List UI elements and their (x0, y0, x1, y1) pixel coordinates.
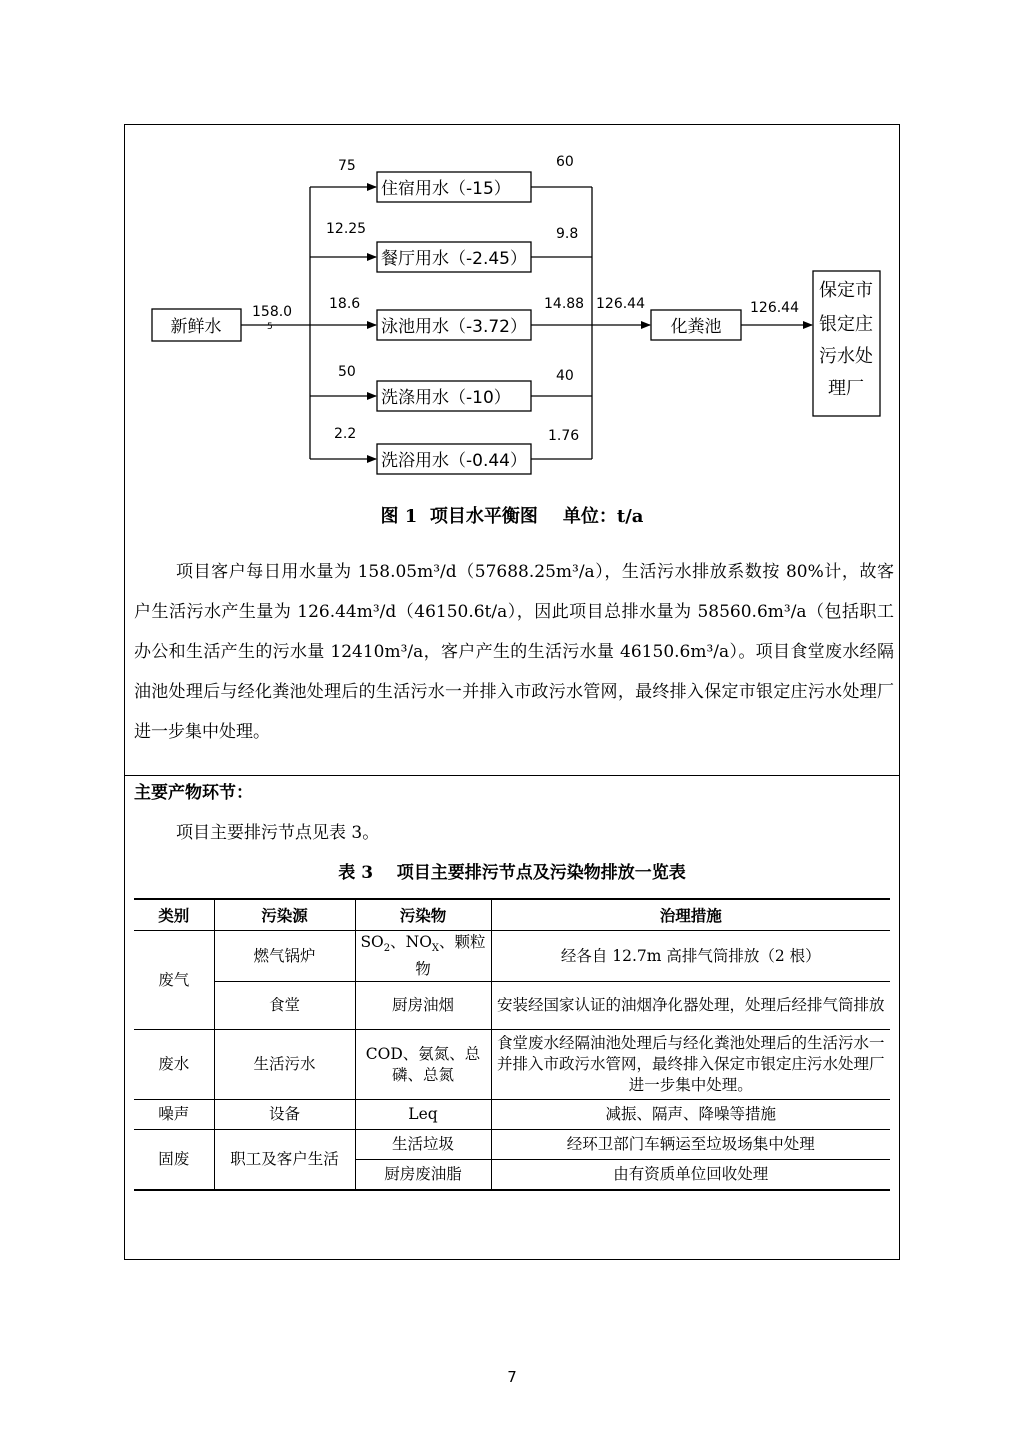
cell-source: 设备 (214, 1100, 355, 1130)
outflow-value-4: 40 (556, 368, 574, 384)
cell-measure: 经环卫部门车辆运至垃圾场集中处理 (491, 1130, 890, 1160)
table-row (134, 1100, 890, 1130)
outflow-value-2: 9.8 (556, 226, 579, 242)
table-row (134, 931, 890, 982)
section-title: 主要产物环节： (134, 783, 253, 803)
septic-out-label: 126.44 (750, 300, 799, 316)
cell-measure: 安装经国家认证的油烟净化器处理，处理后经排气筒排放 (491, 982, 890, 1030)
merge-flow-label: 126.44 (596, 296, 645, 312)
page-number: 7 (507, 1368, 517, 1386)
table-row (134, 982, 890, 1030)
plant-line-1: 保定市 (819, 280, 873, 301)
cell-category: 废气 (134, 931, 214, 1030)
cell-source: 职工及客户生活 (214, 1130, 355, 1190)
water-balance-diagram (124, 124, 900, 504)
branch-label-3: 泳池用水（-3.72） (381, 317, 527, 337)
inflow-value-5: 2.2 (334, 426, 357, 442)
outflow-value-1: 60 (556, 154, 574, 170)
cell-measure: 减振、隔声、降噪等措施 (491, 1100, 890, 1130)
cell-measure: 食堂废水经隔油池处理后与经化粪池处理后的生活污水一并排入市政污水管网，最终排入保定市银定庄污水处理厂进一步集中处理。 (491, 1030, 890, 1100)
cell-source: 燃气锅炉 (214, 931, 355, 982)
pollutant-nox-sub: X (431, 943, 440, 955)
header-pollutant: 污染物 (355, 899, 491, 931)
table-row (134, 1130, 890, 1160)
water-paragraph-text: 项目客户每日用水量为 158.05m³/d（57688.25m³/a），生活污水排放系数按 80%计，故客户生活污水产生量为 126.44m³/d（46150.6t/a），因此项目总排水量为 58560.6m³/a（包括职工办公和生活产生的污水量 12410m³/a，客户产生的生活污水量 46150.6m³/a）。项目食堂废水经隔油池处理后与经化粪池处理后的生活污水一并排入市政污水管网，最终排入保定市银定庄污水处理厂进一步集中处理。 (134, 562, 894, 742)
table-caption: 表 3 项目主要排污节点及污染物排放一览表 (338, 863, 686, 883)
header-source: 污染源 (214, 899, 355, 931)
cell-measure: 经各自 12.7m 高排气筒排放（2 根） (491, 931, 890, 982)
inflow-value-3: 18.6 (329, 296, 361, 312)
header-category: 类别 (134, 899, 214, 931)
outflow-value-5: 1.76 (548, 428, 580, 444)
source-label: 新鲜水 (170, 317, 222, 337)
pollutant-so2-sub: 2 (383, 943, 391, 955)
cell-pollutant: COD、氨氮、总磷、总氮 (355, 1030, 491, 1100)
branch-label-5: 洗浴用水（-0.44） (381, 451, 527, 471)
pollution-table (134, 898, 890, 1191)
figure-caption: 图 1 项目水平衡图 单位：t/a (380, 506, 644, 527)
cell-category: 废水 (134, 1030, 214, 1100)
branch-label-2: 餐厅用水（-2.45） (381, 249, 527, 269)
cell-category: 噪声 (134, 1100, 214, 1130)
outflow-value-3: 14.88 (544, 296, 585, 312)
branch-label-4: 洗涤用水（-10） (381, 388, 511, 408)
branch-label-1: 住宿用水（-15） (381, 179, 511, 199)
cell-pollutant: 厨房油烟 (355, 982, 491, 1030)
pollutant-so2: SO (360, 933, 384, 951)
cell-category: 固废 (134, 1130, 214, 1190)
cell-measure: 由有资质单位回收处理 (491, 1160, 890, 1190)
pollutant-particulate: 、颗粒物 (415, 933, 486, 979)
source-flow-label: 158.0 (252, 304, 293, 320)
inflow-value-1: 75 (338, 158, 356, 174)
source-flow-tail: 5 (267, 322, 273, 332)
cell-source: 生活污水 (214, 1030, 355, 1100)
cell-pollutant (355, 931, 491, 982)
cell-pollutant: Leq (355, 1100, 491, 1130)
cell-pollutant: 厨房废油脂 (355, 1160, 491, 1190)
header-measure: 治理措施 (491, 899, 890, 931)
pollutant-nox: 、NO (390, 933, 432, 951)
inflow-value-2: 12.25 (326, 221, 367, 237)
cell-source: 食堂 (214, 982, 355, 1030)
cell-pollutant: 生活垃圾 (355, 1130, 491, 1160)
table-header-row (134, 899, 890, 931)
water-paragraph (134, 552, 894, 752)
section-text: 项目主要排污节点见表 3。 (176, 823, 380, 843)
plant-line-4: 理厂 (828, 378, 864, 399)
plant-line-2: 银定庄 (819, 314, 873, 335)
table-row (134, 1030, 890, 1100)
inflow-value-4: 50 (338, 364, 356, 380)
section-divider (124, 775, 900, 776)
septic-label: 化粪池 (670, 317, 722, 337)
plant-line-3: 污水处 (819, 346, 873, 367)
